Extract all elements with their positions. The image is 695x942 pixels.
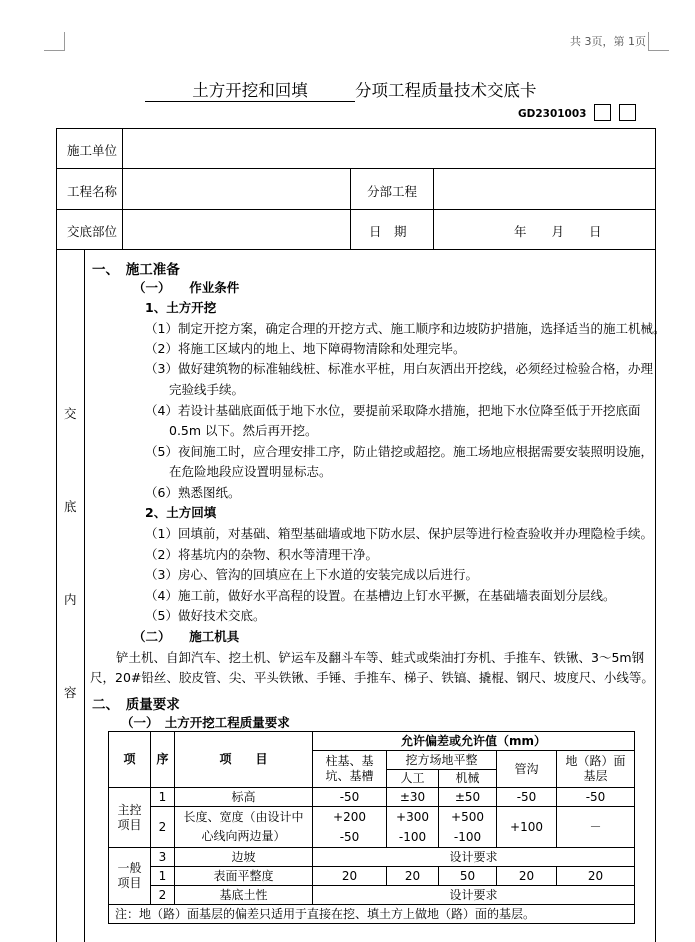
side-char-1: 交 [64, 406, 77, 421]
corner-mark-top-left [44, 32, 65, 51]
section-2-1-heading: （一） 土方开挖工程质量要求 [121, 715, 290, 730]
backfill-line: （5）做好技术交底。 [145, 608, 266, 623]
row-c3: -50 [497, 788, 557, 807]
backfill-line: （2）将基坑内的杂物、积水等清理干净。 [145, 547, 378, 562]
table-note-row [109, 905, 635, 924]
row-seq: 3 [151, 848, 175, 867]
row-all: 设计要求 [313, 848, 635, 867]
group-main: 主控项目 [109, 788, 151, 848]
row-c4: -50 [557, 788, 635, 807]
row-c3: +100 [497, 807, 557, 848]
row-c1: +200 -50 [313, 807, 387, 848]
checkbox-1[interactable] [594, 104, 611, 121]
tools-line: 铲土机、自卸汽车、挖土机、铲运车及翻斗车等、蛙式或柴油打夯机、手推车、铁锹、3～5m钢 [116, 650, 645, 665]
header-item: 项 [109, 732, 151, 788]
excavation-line: 在危险地段应设置明显标志。 [169, 464, 332, 479]
backfill-line: （4）施工前，做好水平高程的设置。在基槽边上钉水平撅，在基础墙表面划分层线。 [145, 588, 616, 603]
excavation-line: （1）制定开挖方案，确定合理的开挖方式、施工顺序和边坡防护措施，选择适当的施工机械。 [145, 321, 666, 336]
table-row [109, 848, 635, 867]
excavation-line: （5）夜间施工时，应合理安排工序，防止错挖或超挖。施工场地应根据需要安装照明设施， [145, 444, 653, 459]
title-suffix: 分项工程质量技术交底卡 [355, 81, 537, 100]
table-row [109, 807, 635, 848]
row-name: 表面平整度 [175, 867, 313, 886]
row-seq: 1 [151, 788, 175, 807]
side-char-3: 内 [64, 592, 77, 607]
row-c2a: 20 [387, 867, 439, 886]
header-col-machine: 机械 [439, 770, 497, 788]
section-1-1-heading: （一） 作业条件 [133, 280, 240, 295]
row-c4: 20 [557, 867, 635, 886]
header-seq: 序 [151, 732, 175, 788]
header-col-base: 地（路）面基层 [557, 751, 635, 788]
row-c2b: 50 [439, 867, 497, 886]
frame-col2 [350, 168, 351, 249]
frame-col1 [122, 128, 123, 249]
row-name: 长度、宽度（由设计中心线向两边量） [175, 807, 313, 848]
frame-top [56, 128, 656, 129]
header-name: 项 目 [175, 732, 313, 788]
row-seq: 2 [151, 807, 175, 848]
row-seq: 2 [151, 886, 175, 905]
header-col-leveling: 挖方场地平整 [387, 751, 497, 770]
frame-side-col [84, 249, 85, 942]
row-c2b: +500 -100 [439, 807, 497, 848]
part-label: 交底部位 [67, 224, 118, 239]
unit-label: 施工单位 [67, 143, 118, 158]
row-c2a: ±30 [387, 788, 439, 807]
backfill-heading: 2、土方回填 [145, 505, 217, 520]
table-row [109, 867, 635, 886]
excavation-line: （4）若设计基础底面低于地下水位，要提前采取降水措施，把地下水位降至低于开挖底面 [145, 403, 641, 418]
doc-code: GD2301003 [518, 108, 587, 120]
header-col-trench: 管沟 [497, 751, 557, 788]
table-row [109, 788, 635, 807]
row-c2a: +300 -100 [387, 807, 439, 848]
row-c1: 20 [313, 867, 387, 886]
quality-table [108, 731, 635, 924]
checkbox-2[interactable] [619, 104, 636, 121]
row-name: 基底土性 [175, 886, 313, 905]
backfill-line: （3）房心、管沟的回填应在上下水道的安装完成以后进行。 [145, 567, 478, 582]
section-2-heading: 二、 质量要求 [92, 697, 180, 713]
frame-row2 [56, 209, 656, 210]
row-name: 边坡 [175, 848, 313, 867]
excavation-line: （3）做好建筑物的标准轴线桩、标准水平桩，用白灰洒出开挖线，必须经过检验合格，办理 [145, 361, 653, 376]
date-label: 日 期 [369, 224, 407, 239]
frame-col3 [433, 168, 434, 249]
row-c4: － [557, 807, 635, 848]
row-c1: -50 [313, 788, 387, 807]
section-1-heading: 一、 施工准备 [92, 262, 180, 278]
frame-row3 [56, 249, 656, 250]
row-all: 设计要求 [313, 886, 635, 905]
frame-right [655, 128, 656, 942]
project-label: 工程名称 [67, 184, 118, 199]
frame-row1 [56, 168, 656, 169]
side-char-4: 容 [64, 685, 77, 700]
excavation-line: 完验线手续。 [169, 382, 245, 397]
backfill-line: （1）回填前，对基础、箱型基础墙或地下防水层、保护层等进行检查验收并办理隐检手续。 [145, 526, 653, 541]
excavation-line: 0.5m 以下。然后再开挖。 [169, 423, 318, 438]
header-col-pit: 柱基、基坑、基槽 [313, 751, 387, 788]
tools-line: 尺，20#铅丝、胶皮管、尖、平头铁锹、手锤、手推车、梯子、铁镐、撬棍、钢尺、坡度尺、小线等。 [90, 670, 654, 685]
row-name: 标高 [175, 788, 313, 807]
row-seq: 1 [151, 867, 175, 886]
table-row [109, 886, 635, 905]
excavation-heading: 1、土方开挖 [145, 300, 217, 315]
date-fields: 年 月 日 [514, 224, 602, 239]
frame-left [56, 128, 57, 942]
section-1-2-heading: （二） 施工机具 [133, 629, 240, 644]
corner-mark-top-right [648, 32, 669, 51]
excavation-line: （2）将施工区域内的地上、地下障碍物清除和处理完毕。 [145, 341, 466, 356]
header-tolerance: 允许偏差或允许值（mm） [313, 732, 635, 751]
subproject-label: 分部工程 [367, 184, 418, 199]
page-number: 共 3页，第 1页 [570, 35, 646, 48]
page-title [145, 77, 537, 102]
excavation-line: （6）熟悉图纸。 [145, 485, 241, 500]
side-char-2: 底 [64, 499, 77, 514]
row-c2b: ±50 [439, 788, 497, 807]
row-c3: 20 [497, 867, 557, 886]
header-col-manual: 人工 [387, 770, 439, 788]
group-general: 一般项目 [109, 848, 151, 905]
table-note: 注：地（路）面基层的偏差只适用于直接在挖、填土方上做地（路）面的基层。 [109, 905, 635, 924]
title-project: 土方开挖和回填 [145, 77, 355, 102]
